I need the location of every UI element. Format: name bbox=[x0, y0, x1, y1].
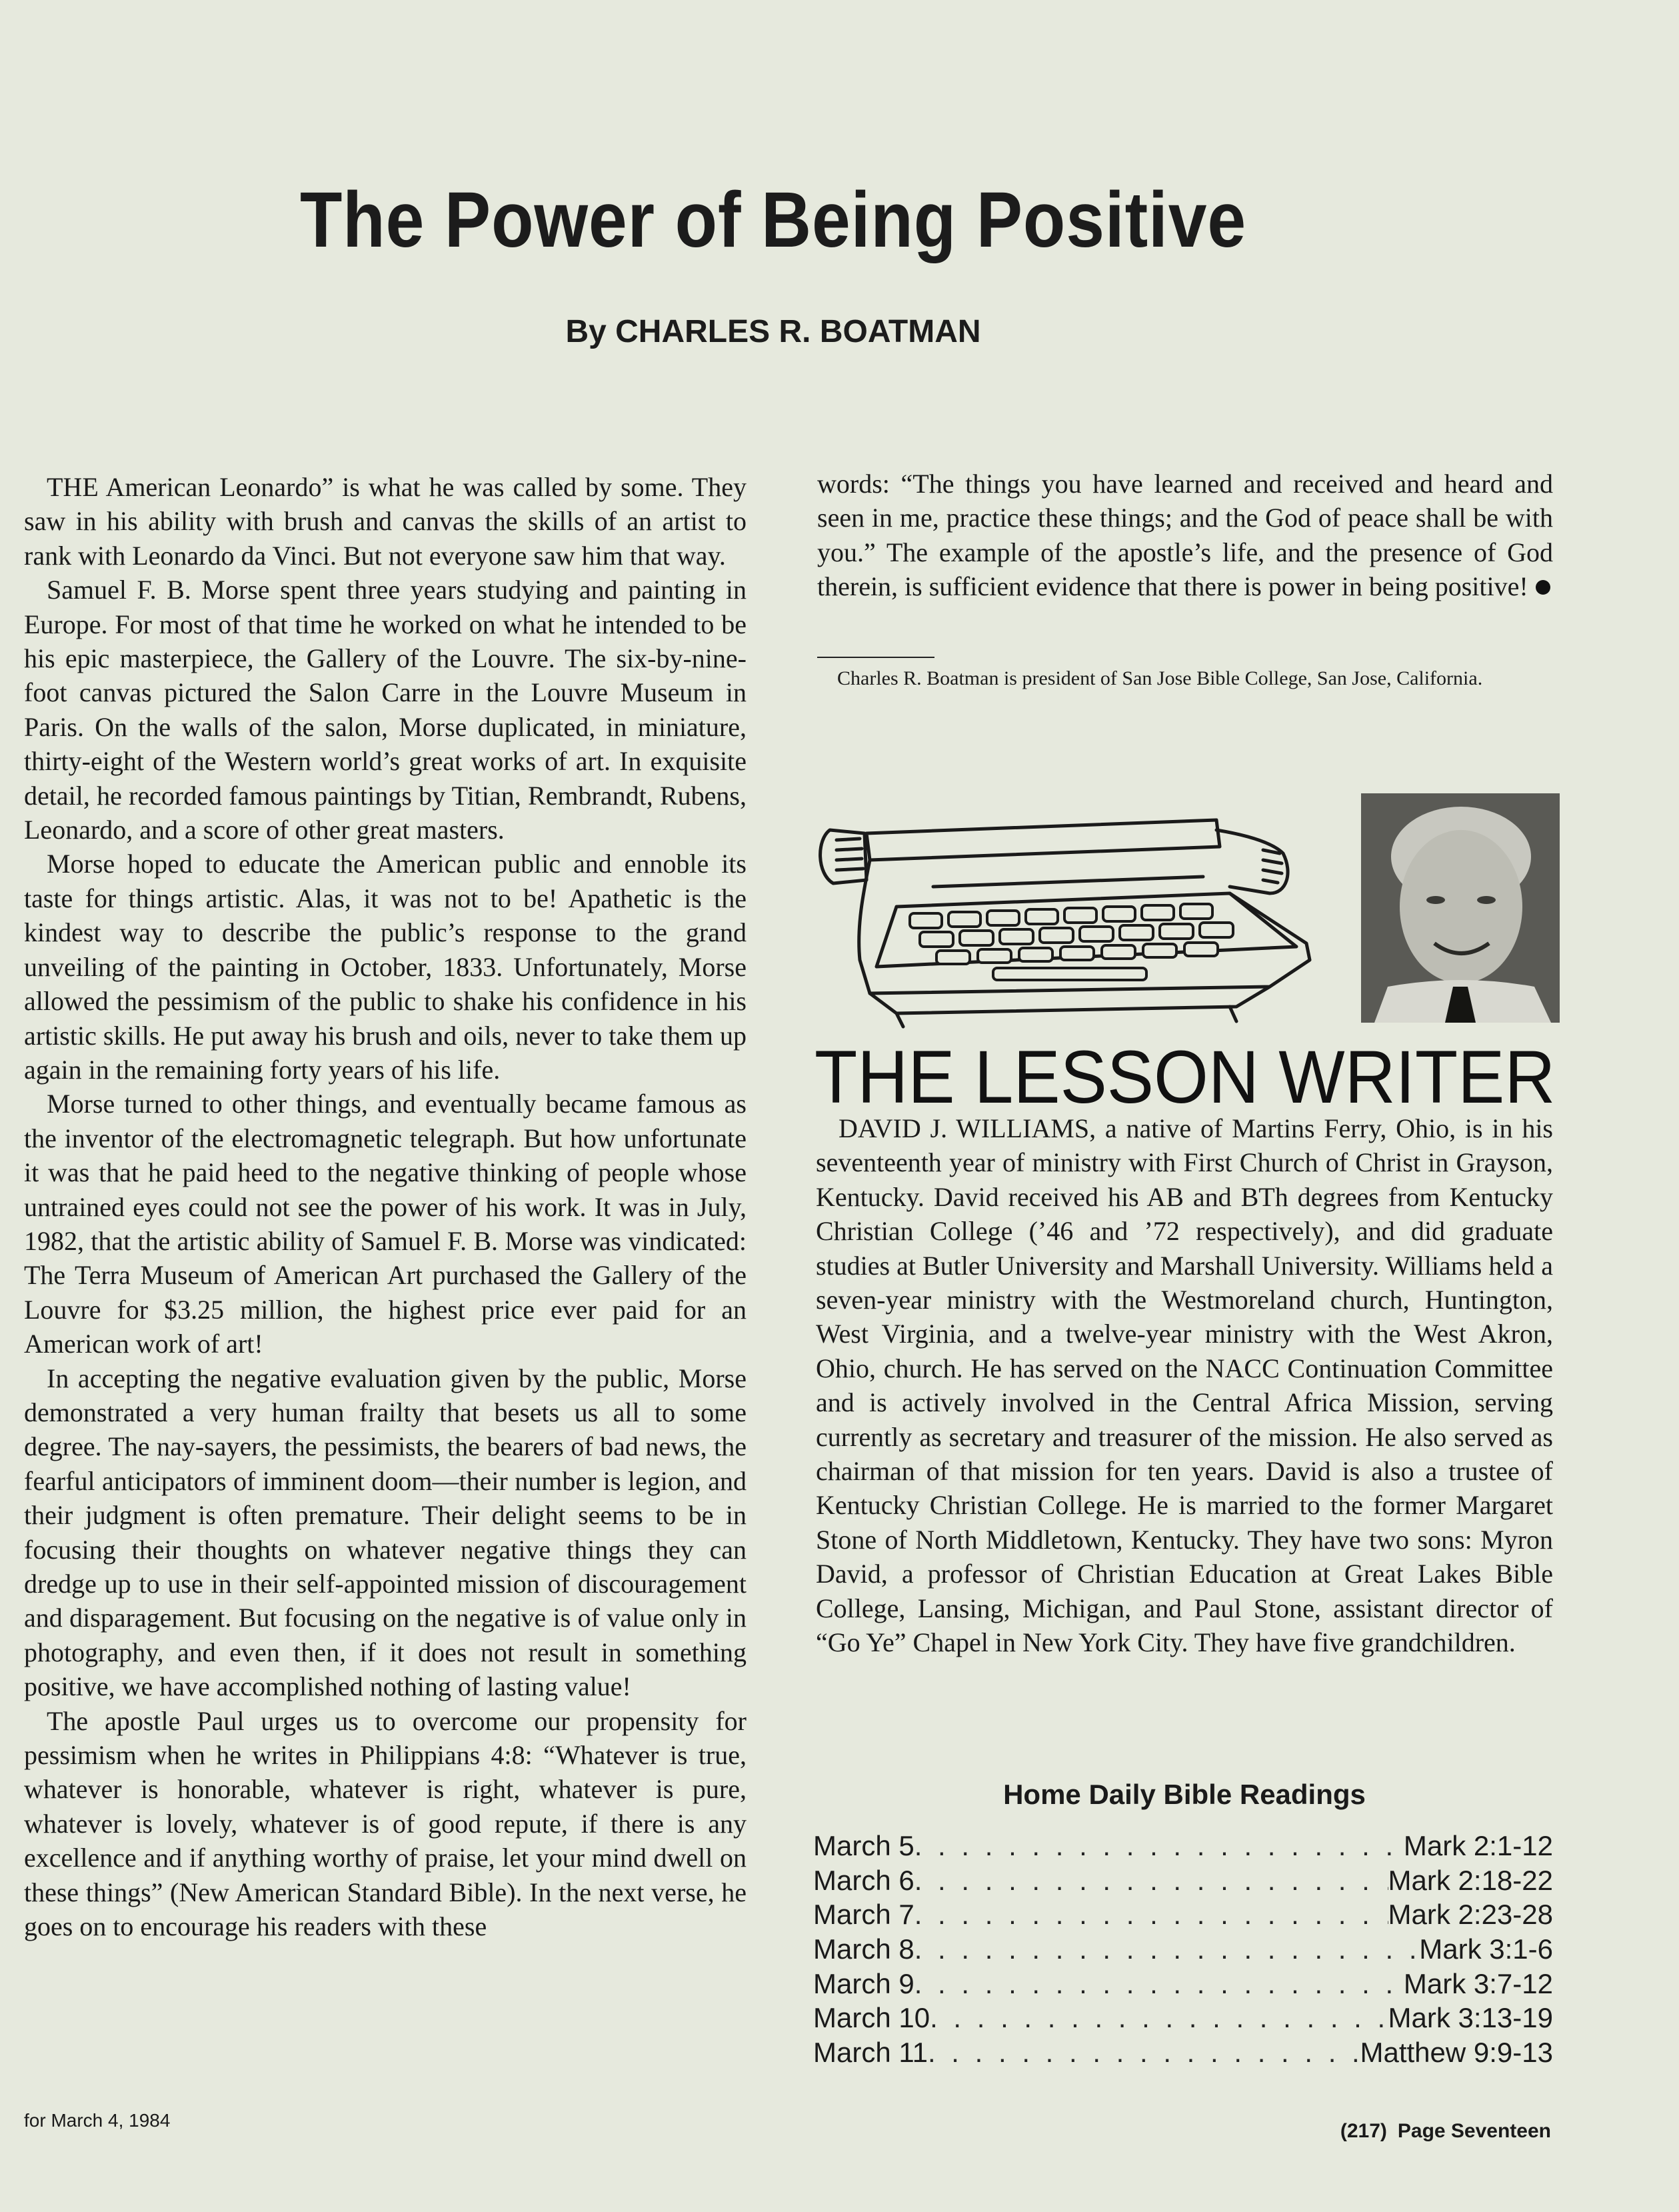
article-closing-text: words: “The things you have learned and received and heard and seen in me, practice these things; and the God of peace shall be with you.” The example of the apostle’s life, and the presence of God therein, is sufficient evidence that there is power in being positive! bbox=[817, 469, 1553, 602]
reading-reference: Mark 2:23-28 bbox=[1388, 1899, 1553, 1931]
article-title: The Power of Being Positive bbox=[299, 176, 1247, 264]
lesson-writer-bio-column bbox=[816, 1111, 1553, 1660]
leader-dots bbox=[914, 1830, 1404, 1862]
reading-reference: Mark 3:7-12 bbox=[1403, 1967, 1553, 1999]
article-right-column bbox=[817, 467, 1553, 604]
page-code: (217) bbox=[1340, 2120, 1387, 2142]
reading-date: March 8 bbox=[813, 1933, 914, 1965]
author-note: Charles R. Boatman is president of San Jose Bible College, San Jose, California. bbox=[837, 667, 1483, 689]
article-left-column bbox=[24, 470, 747, 1943]
leader-dots bbox=[914, 1899, 1388, 1931]
reading-reference: Mark 2:18-22 bbox=[1388, 1864, 1553, 1896]
article-paragraph-end bbox=[817, 467, 1553, 604]
footer-issue-date: for March 4, 1984 bbox=[24, 2110, 171, 2131]
typewriter-illustration bbox=[803, 793, 1336, 1037]
lesson-writer-heading: THE LESSON WRITER bbox=[815, 1035, 1556, 1119]
footer-page-number bbox=[1330, 2120, 1551, 2143]
lesson-writer-bio: DAVID J. WILLIAMS, a native of Martins Ferry, Ohio, is in his seventeenth year of ministry with First Church of Christ in Grayson, Kentucky. David received his AB and BTh degrees from Kentucky Christian College (’46 and ’72 respectively), and did graduate studies at Butler University and Marshall University. Williams held a seven-year ministry with the Westmoreland church, Huntington, West Virginia, and a twelve-year ministry with the West Akron, Ohio, church. He has served on the NACC Continuation Committee and is actively involved in the Central Africa Mission, serving currently as secretary and treasurer of the mission. He also served as chairman of that mission for ten years. David is also a trustee of Kentucky Christian College. He is married to the former Margaret Stone of North Middletown, Kentucky. They have two sons: Myron David, a professor of Christian Education at Great Lakes Bible College, Lansing, Michigan, and Paul Stone, assistant director of “Go Ye” Chapel in New York City. They have five grandchildren. bbox=[816, 1113, 1553, 1658]
leader-dots bbox=[914, 1968, 1404, 2000]
leader-dots bbox=[914, 1933, 1420, 1965]
reading-row bbox=[813, 2037, 1553, 2071]
article-paragraph: Morse turned to other things, and eventually became famous as the inventor of the electromagnetic telegraph. But how unfortunate it was that he paid heed to the negative thinking of people whose untrained eyes could not see the power of his work. It was in July, 1982, that the artistic ability of Samuel F. B. Morse was vindicated: The Terra Museum of American Art purchased the Gallery of the Louvre for $3.25 million, the highest price ever paid for an American work of art! bbox=[24, 1089, 747, 1359]
leader-dots bbox=[928, 2037, 1360, 2069]
article-paragraph: Morse hoped to educate the American public and ennoble its taste for things artistic. Alas, it was not to be! Apathetic is the kindest way to describe the public’s response to the grand unveiling of the painting in October, 1833. Unfortunately, Morse allowed the pessimism of the public to shake his confidence in his artistic skills. He put away his brush and oils, never to take them up again in the remaining forty years of his life. bbox=[24, 849, 747, 1085]
reading-date: March 9 bbox=[813, 1967, 914, 1999]
article-paragraph: Samuel F. B. Morse spent three years studying and painting in Europe. For most of that time he worked on what he intended to be his epic masterpiece, the Gallery of the Louvre. The six-by-nine-foot canvas pictured the Salon Carre in the Louvre Museum in Paris. On the walls of the salon, Morse duplicated, in miniature, thirty-eight of the Western world’s great works of art. In exquisite detail, he recorded famous paintings by Titian, Rembrandt, Rubens, Leonardo, and a score of other great masters. bbox=[24, 575, 747, 845]
reading-date: March 11 bbox=[813, 2037, 928, 2069]
reading-row bbox=[813, 1899, 1553, 1933]
article-paragraph: The apostle Paul urges us to overcome our propensity for pessimism when he writes in Philippians 4:8: “Whatever is true, whatever is honorable, whatever is right, whatever is pure, whatever is lovely, whatever is of good repute, if there is any excellence and if anything worthy of praise, let your mind dwell on these things” (New American Standard Bible). In the next verse, he goes on to encourage his readers with these bbox=[24, 1705, 747, 1942]
article-paragraph: In accepting the negative evaluation given by the public, Morse demonstrated a very human frailty that besets us all to some degree. The nay-sayers, the pessimists, the bearers of bad news, the fearful anticipators of imminent doom—their number is legion, and their judgment is often premature. Their delight seems to be in focusing their thoughts on whatever negative things they can dredge up to use in their self-appointed mission of discouragement and disparagement. But focusing on the negative is of value only in photography, and even then, if it does not result in something positive, we have accomplished nothing of lasting value! bbox=[24, 1363, 747, 1702]
reading-row bbox=[813, 1865, 1553, 1899]
reading-reference: Mark 2:1-12 bbox=[1403, 1830, 1553, 1861]
readings-list bbox=[813, 1830, 1553, 2071]
readings-title: Home Daily Bible Readings bbox=[1003, 1779, 1366, 1810]
reading-row bbox=[813, 1830, 1553, 1865]
reading-row bbox=[813, 2002, 1553, 2037]
reading-date: March 5 bbox=[813, 1830, 914, 1861]
reading-reference: Mark 3:1-6 bbox=[1419, 1933, 1553, 1965]
page-label: Page Seventeen bbox=[1397, 2120, 1551, 2142]
article-byline: By CHARLES R. BOATMAN bbox=[565, 314, 981, 349]
reading-date: March 7 bbox=[813, 1899, 914, 1931]
reading-reference: Matthew 9:9-13 bbox=[1360, 2037, 1553, 2069]
reading-date: March 6 bbox=[813, 1864, 914, 1896]
leader-dots bbox=[914, 1865, 1388, 1897]
article-paragraph: THE American Leonardo” is what he was called by some. They saw in his ability with brush and canvas the skills of an artist to rank with Leonardo da Vinci. But not everyone saw him that way. bbox=[24, 472, 747, 571]
reading-row bbox=[813, 1968, 1553, 2003]
reading-reference: Mark 3:13-19 bbox=[1388, 2002, 1553, 2034]
end-mark-icon bbox=[1536, 580, 1550, 595]
footnote-rule bbox=[817, 657, 934, 658]
reading-date: March 10 bbox=[813, 2002, 930, 2034]
author-photo bbox=[1361, 793, 1560, 1023]
reading-row bbox=[813, 1933, 1553, 1968]
leader-dots bbox=[930, 2002, 1388, 2034]
